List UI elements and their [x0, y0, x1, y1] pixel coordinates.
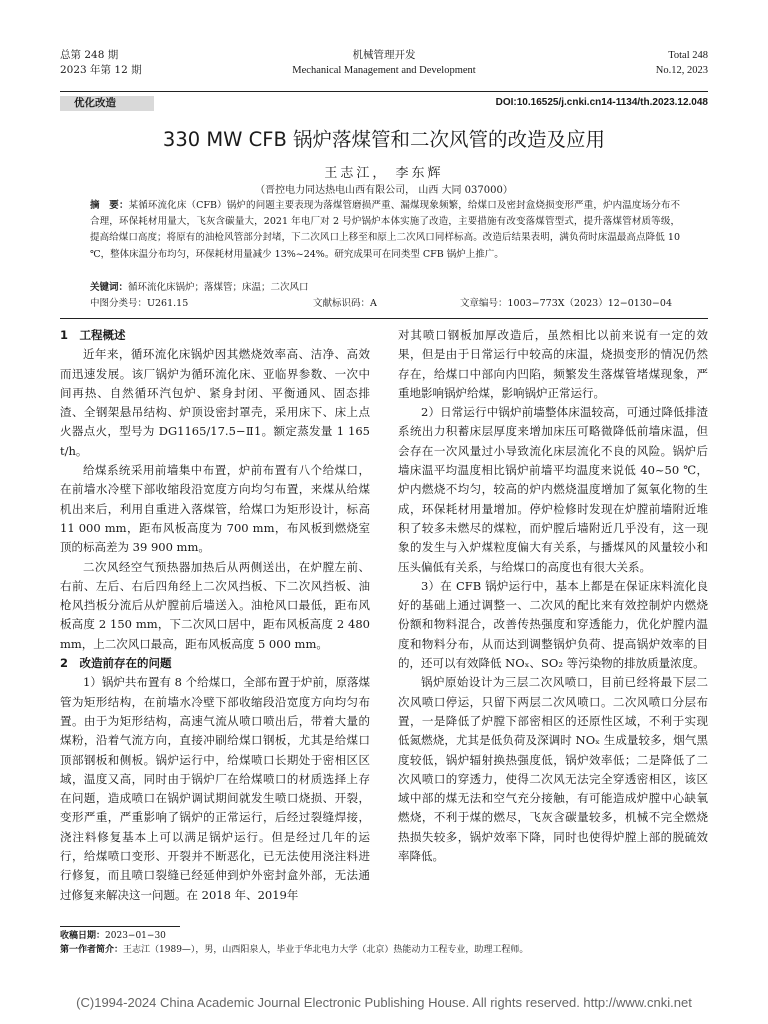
clc-number: 中图分类号：U261.15	[90, 298, 189, 309]
issue-info: 总第 248 期 2023 年第 12 期	[60, 49, 142, 76]
issue-info-en: Total 248 No.12, 2023	[655, 50, 708, 76]
paragraph: 1）锅炉共布置有 8 个给煤口，全部布置于炉前，原落煤管为矩形结构，在前墙水冷壁下部收缩段沿宽度方向均匀布置。由于为矩形结构，高速气流从喷口喷出后，带着大量的煤粉，沿着气流方向，直接冲刷给煤口钢板，尤其是给煤口顶部钢板和侧板。锅炉运行中，给煤喷口长期处于密相区区域，温度又高，同时由于锅炉厂在给煤喷口的材质选择上存在问题，造成喷口在锅炉调试期间就发生喷口烧损、开裂，变形严重，严重影响了锅炉的正常运行，后经过裂缝焊接，浇注料修复基本上可以满足锅炉运行。但是经过几年的运行，给煤喷口变形、开裂并不断恶化，已无法使用浇注料进行修复，而且喷口裂缝已经延伸到炉外密封盒外部，无法通过修复来解决这一问题。在 2018 年、2019年	[60, 675, 370, 902]
author-bio: 第一作者简介：王志江（1989—），男，山西阳泉人，毕业于华北电力大学（北京）热能动力工程专业，助理工程师。	[60, 945, 529, 955]
paragraph: 锅炉原始设计为三层二次风喷口，目前已经将最下层二次风喷口停运，只留下两层二次风喷口。二次风喷口分层布置，一是降低了炉膛下部密相区的还原性区域，不利于实现低氮燃烧，尤其是低负荷及深调时 NOₓ 生成量较多，烟气黑度较低，锅炉辐射换热强度低，锅炉效率低；二是降低了二次风喷口的穿透力，使得二次风无法完全穿透密相区，该区域中部的煤无法和空气充分接触，有可能造成炉膛中心缺氧燃烧，不利于煤的燃尽，飞灰含碳量较多，机械不完全燃烧热损失较多，锅炉效率下降，同时也使得炉膛上部的脱硫效率降低。	[398, 675, 708, 864]
paragraph: 二次风经空气预热器加热后从两侧送出，在炉膛左前、右前、左后、右后四角经上二次风挡板、下二次风挡板、油枪风挡板分流后从炉膛前后墙送入。油枪风口最低，距布风板高度 2 150 mm，下二次风口居中，距布风板高度 2 480 mm，上二次风口最高，距布风板高度 5 000 mm。	[60, 559, 370, 651]
section-heading-1: 1 工程概述	[60, 328, 126, 342]
footnote-divider	[60, 926, 180, 927]
received-date: 收稿日期：2023−01−30	[60, 931, 166, 941]
authors: 王志江， 李东辉	[324, 166, 444, 181]
paper-title: 330 MW CFB 锅炉落煤管和二次风管的改造及应用	[162, 128, 606, 151]
section-heading-2: 2 改造前存在的问题	[60, 656, 172, 671]
right-column	[398, 326, 708, 866]
abstract-label: 摘 要：	[90, 200, 129, 211]
paragraph: 对其喷口钢板加厚改造后，虽然相比以前来说有一定的效果，但是由于日常运行中较高的床温，烧损变形的情况仍然存在，给煤口中部向内凹陷，频繁发生落煤管堵煤现象，严重地影响锅炉给煤，影响锅炉正常运行。	[398, 328, 708, 400]
header-divider	[60, 91, 708, 92]
paragraph: 给煤系统采用前墙集中布置，炉前布置有八个给煤口，在前墙水冷壁下部收缩段沿宽度方向均匀布置，来煤从给煤机出来后，利用自重进入落煤管，给煤口为矩形设计，标高 11 000 mm，距布风板高度为 700 mm，布风板到燃烧室顶的标高差为 39 900 mm。	[60, 463, 370, 555]
keywords	[90, 280, 680, 296]
journal-name: 机械管理开发 Mechanical Management and Development	[292, 50, 476, 76]
document-code: 文献标识码：A	[313, 298, 377, 309]
affiliation: （晋控电力同达热电山西有限公司， 山西 大同 037000）	[255, 185, 513, 196]
keywords-label: 关键词：	[90, 282, 129, 293]
section-tag: 优化改造	[60, 96, 154, 111]
copyright-watermark: (C)1994-2024 China Academic Journal Electronic Publishing House. All rights reserved. http://www.cnki.net	[76, 995, 692, 1010]
abstract	[90, 198, 680, 263]
abstract-text: 某循环流化床（CFB）锅炉的问题主要表现为落煤管磨损严重、漏煤现象频繁，给煤口及密封盒烧损变形严重，炉内温度场分布不合理，环保耗材用量大，飞灰含碳量大，2021 年电厂对 2 号炉锅炉本体实施了改造，主要措施有改变落煤管型式，提升落煤管材质等级，提高给煤口高度；将原有的油枪风管部分封堵，下二次风口上移至和原上二次风口同样标高。改造后结果表明，满负荷时床温最高点降低 10 ℃，整体床温分布均匀，环保耗材用量减少 13%~24%。研究成果可在同类型 CFB 锅炉上推广。	[90, 200, 680, 260]
paragraph: 3）在 CFB 锅炉运行中，基本上都是在保证床料流化良好的基础上通过调整一、二次风的配比来有效控制炉内燃烧份额和物料混合，改善传热强度和穿透能力，优化炉膛内温度和物料分布，从而达到调整锅炉负荷、提高锅炉效率的目的，还可以有效降低 NOₓ、SO₂ 等污染物的排放质量浓度。	[398, 578, 708, 671]
doi[interactable]: DOI:10.16525/j.cnki.cn14-1134/th.2023.12.048	[495, 97, 708, 108]
left-column	[60, 326, 370, 905]
abstract-divider	[60, 318, 708, 319]
running-header	[60, 48, 708, 90]
keywords-text: 循环流化床锅炉；落煤管；床温；二次风口	[128, 282, 309, 293]
paragraph: 近年来，循环流化床锅炉因其燃烧效率高、洁净、高效而迅速发展。该厂锅炉为循环流化床、亚临界参数、一次中间再热、自然循环汽包炉、紧身封闭、平衡通风、固态排渣、全钢架悬吊结构、炉顶设密封罩壳，采用床下、床上点火器点火，型号为 DG1165/17.5−Ⅱ1。额定蒸发量 1 165 t/h。	[60, 347, 370, 458]
classification-meta	[90, 296, 680, 312]
article-number: 文章编号：1003−773X（2023）12−0130−04	[460, 298, 672, 309]
paragraph: 2）日常运行中锅炉前墙整体床温较高，可通过降低排渣系统出力积蓄床层厚度来增加床压可略微降低前墙床温，但会存在一次风量过小导致流化床层流化不良的风险。锅炉后墙床温平均温度相比锅炉前墙平均温度来说低 40~50 ℃，炉内燃烧不均匀，较高的炉内燃烧温度增加了氮氧化物的生成，环保耗材用量增加。停炉检修时发现在炉膛前墙附近堆积了较多未燃尽的煤粒，而炉膛后墙附近几乎没有，这一现象的发生与入炉煤粒度偏大有关系，与播煤风的风量较小和压头偏低有关系，与给煤口的高度也有很大关系。	[398, 405, 708, 574]
